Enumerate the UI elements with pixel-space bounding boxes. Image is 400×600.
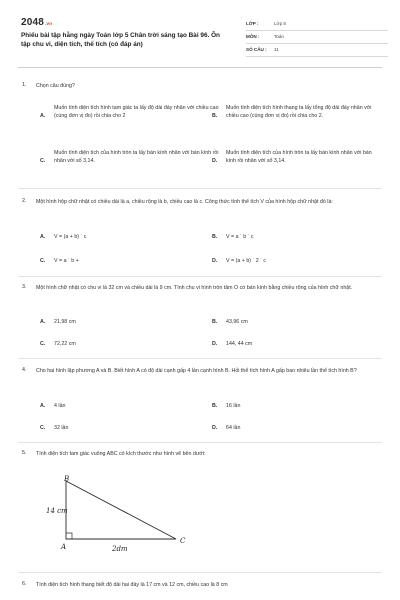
question-separator (18, 442, 382, 443)
option-text: 32 lần (54, 425, 69, 431)
option-letter: A. (40, 403, 46, 409)
option-text: 43,96 cm (226, 319, 248, 325)
option-letter: D. (212, 425, 218, 431)
option-text: V = (a + b) ˙ 2 ˙ c (226, 258, 267, 264)
option-letter: C. (40, 258, 46, 264)
option-letter: C. (40, 341, 46, 347)
option-letter: D. (212, 158, 218, 164)
option-text: 16 lần (226, 403, 241, 409)
logo-suffix: .vn (45, 21, 53, 26)
vertex-label-b: B (64, 475, 70, 483)
right-angle-mark (66, 533, 72, 539)
question-number: 5. (22, 450, 27, 456)
header-divider (18, 67, 382, 68)
option-text: V = a ˙ b + (54, 258, 79, 264)
option-text: Muốn tính diện tích hình tam giác ta lấy độ dài đáy nhân với chiều cao (cùng đơn vị đo) rồi chia cho 2 (54, 105, 219, 120)
option-letter: D. (212, 258, 218, 264)
question-number: 4. (22, 367, 27, 373)
question-separator (18, 276, 382, 277)
meta-value: Lớp 5 (274, 21, 286, 26)
question-text: Tính diện tích hình thang biết độ dài hai đáy là 17 cm và 12 cm, chiều cao là 8 cm (36, 582, 228, 588)
worksheet-header (18, 14, 388, 64)
question-text: Một hình hộp chữ nhật có chiều dài là a, chiều rộng là b, chiều cao là c. Công thức tính thể tích V của hình hộp chữ nhật đó là: (36, 199, 333, 205)
option-text: 64 lần (226, 425, 241, 431)
meta-table (246, 18, 388, 57)
question-number: 3. (22, 284, 27, 290)
option-letter: B. (212, 113, 218, 119)
vertex-label-a: A (61, 543, 67, 551)
option-text: V = a ˙ b ˙ c (226, 234, 254, 240)
meta-value: Toán (274, 34, 284, 39)
side-length-ab: 14 cm (46, 507, 68, 515)
option-letter: A. (40, 319, 46, 325)
meta-row-subject (246, 31, 388, 44)
question-text: Chọn câu đúng? (36, 83, 75, 89)
option-letter: C. (40, 158, 46, 164)
meta-key: MÔN : (246, 34, 260, 39)
triangle-figure (40, 473, 200, 558)
option-text: 144, 44 cm (226, 341, 253, 347)
option-text: 4 lần (54, 403, 66, 409)
question-separator (18, 572, 382, 573)
triangle-abc (66, 481, 176, 539)
option-letter: B. (212, 403, 218, 409)
question-number: 2. (22, 198, 27, 204)
question-number: 1. (22, 82, 27, 88)
side-length-ac: 2dm (112, 545, 128, 553)
question-text: Cho hai hình lập phương A và B. Biết hình A có độ dài cạnh gấp 4 lần cạnh hình B. Hỏi thể tích hình A gấp bao nhiêu lần thể tích hình B? (36, 368, 357, 374)
option-letter: C. (40, 425, 46, 431)
question-text: Một hình chữ nhật có chu vi là 32 cm và chiều dài là 9 cm. Tính chu vi hình tròn tâm O có bán kính bằng chiều rộng của hình chữ nhật. (36, 285, 353, 291)
meta-key: SỐ CÂU : (246, 47, 267, 52)
option-letter: B. (212, 319, 218, 325)
meta-row-count (246, 44, 388, 57)
option-text: 72,22 cm (54, 341, 76, 347)
option-text: Muốn tính diện tích hình thang ta lấy tổng độ dài đáy nhân với chiều cao (cùng đơn vị đo) rồi chia cho 2. (226, 105, 372, 120)
site-logo[interactable] (21, 16, 52, 30)
option-text: 21,98 cm (54, 319, 76, 325)
option-letter: A. (40, 113, 46, 119)
option-letter: D. (212, 341, 218, 347)
question-separator (18, 188, 382, 189)
question-separator (18, 358, 382, 359)
option-letter: A. (40, 234, 46, 240)
triangle-svg (40, 473, 200, 558)
option-text: Muốn tính diện tích của hình tròn ta lấy bán kính nhân với bán kính rồi nhân với số 3,14. (226, 150, 372, 165)
meta-key: LỚP : (246, 21, 259, 26)
meta-value: 11 (274, 47, 279, 52)
question-text: Tính diện tích tam giác vuông ABC có kích thước như hình vẽ bên dưới: (36, 451, 206, 457)
logo-text: 2048 (21, 17, 45, 28)
option-letter: B. (212, 234, 218, 240)
document-title: Phiếu bài tập hằng ngày Toán lớp 5 Chân trời sáng tạo Bài 96. Ôn tập chu vi, diện tích, thể tích (có đáp án) (21, 32, 220, 49)
meta-row-class (246, 18, 388, 31)
option-text: Muốn tính diện tích của hình tròn ta lấy bán kính nhân với bán kính rồi nhân với số 3,14. (54, 150, 219, 165)
vertex-label-c: C (180, 537, 186, 545)
question-number: 6. (22, 581, 27, 587)
option-text: V = (a + b) ˙ c (54, 234, 87, 240)
